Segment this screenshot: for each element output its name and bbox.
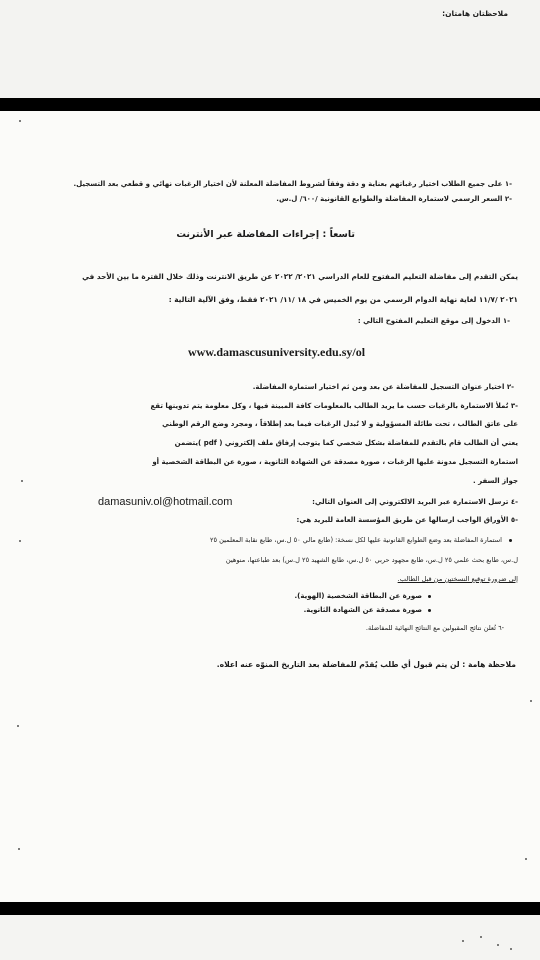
email-address[interactable]: damasuniv.ol@hotmail.com	[98, 496, 233, 508]
bullet-icon	[428, 609, 431, 612]
step-4	[312, 498, 518, 507]
step-5-bullet-1-line-2: ل.س، طابع بحث علمي ٢٥ ل.س، طابع مجهود حربي ٥٠ ل.س، طابع الشهيد ٢٥ ل.س) بعد طباعتها، منوهين	[225, 556, 518, 564]
final-note: ملاحظة هامة : لن يتم قبول أي طلب يُقدّم للمفاضلة بعد التاريخ المنوّه عنه اعلاه.	[216, 660, 516, 669]
top-black-bar	[0, 98, 540, 111]
step-5	[297, 516, 518, 525]
note-1	[22, 180, 512, 189]
scan-speck	[17, 725, 19, 727]
step-3-line-4: استمارة التسجيل مدونة عليها الرغبات ، صورة مصدقة عن الشهادة الثانوية ، صورة عن البطاقة الشخصية أو	[152, 458, 518, 466]
step-1	[358, 317, 510, 326]
scan-speck	[480, 936, 482, 938]
intro-line-1: يمكن التقدم إلى مفاضلة التعليم المفتوح للعام الدراسي ٢٠٢١/ ٢٠٢٢ عن طريق الانترنت وذلك خلال الفترة ما بين الأحد في	[82, 272, 518, 281]
step-2	[253, 383, 514, 392]
note-1-number: -١	[504, 180, 512, 188]
step-4-text: ترسل الاستمارة عبر البريد الالكتروني إلى العنوان التالي:	[312, 498, 509, 506]
note-2	[22, 195, 512, 204]
bullet-icon	[509, 539, 512, 542]
step-2-number: -٢	[506, 383, 514, 391]
step-5-bullet-1-line-1: استمارة المفاضلة بعد وضع الطوابع القانونية عليها لكل نسخة: (طابع مالي ٥٠ ل.س، طابع نقابة المعلمين ٢٥	[209, 536, 502, 544]
step-5-bullet-2: صورة عن البطاقة الشخصية (الهوية).	[294, 592, 422, 600]
scan-speck	[525, 858, 527, 860]
note-2-text: السعر الرسمي لاستمارة المفاضلة والطوابع القانونية /٦٠٠/ ل.س.	[276, 195, 503, 203]
step-3-line-5: جواز السفر .	[473, 477, 518, 485]
bottom-black-bar	[0, 902, 540, 915]
step-2-text: اختيار عنوان التسجيل للمفاضلة عن بعد ومن ثم اختيار استمارة المفاضلة.	[252, 383, 505, 391]
step-3-text-1: تُملأ الاستمارة بالرغبات حسب ما يريد الطالب بالمعلومات كافة المبينة فيها ، وكل معلومة يتم تدوينها تقع	[150, 402, 509, 410]
scan-speck	[462, 940, 464, 942]
scan-speck	[497, 944, 499, 946]
previous-page-note: ملاحظتان هامتان:	[442, 9, 508, 18]
step-6-text: تُعلن نتائج المقبولين مع النتائج النهائية للمفاضلة.	[365, 624, 496, 632]
step-6	[366, 624, 504, 633]
website-url[interactable]: www.damascusuniversity.edu.sy/ol	[188, 345, 366, 359]
scan-speck	[19, 120, 21, 122]
section-title: تاسعاً : إجراءات المفاضلة عبر الأنترنت	[176, 229, 355, 240]
step-5-bullet-1-line-3: إلى ضرورة توقيع النسختين من قبل الطالب.	[397, 575, 518, 583]
intro-line-2: ٢٠٢١ /١١/٧ لغاية نهاية الدوام الرسمي من يوم الخميس في ١٨ /١١/ ٢٠٢١ فقط، وفق الآلية التالية :	[168, 295, 518, 304]
scan-speck	[18, 848, 20, 850]
step-3-number: -٣	[510, 402, 518, 410]
step-5-bullet-3: صورة مصدقة عن الشهادة الثانوية.	[303, 606, 422, 614]
step-5-text: الأوراق الواجب ارسالها عن طريق المؤسسة العامة للبريد هي:	[296, 516, 509, 524]
step-3-line-2: على عاتق الطالب ، تحت طائلة المسؤولية و لا تُبدل الرغبات فيما بعد إطلاقاً ، ومجرد وضع الرقم الوطني	[162, 420, 518, 428]
note-2-number: -٢	[504, 195, 512, 203]
scan-speck	[19, 540, 21, 542]
step-1-text: الدخول إلى موقع التعليم المفتوح التالي :	[357, 317, 501, 325]
step-4-number: -٤	[510, 498, 518, 506]
step-3-line-1	[151, 402, 519, 411]
next-page-fragment	[0, 915, 540, 960]
scan-speck	[21, 480, 23, 482]
step-5-number: -٥	[510, 516, 518, 524]
scan-speck	[530, 700, 532, 702]
step-3-line-3: يعني أن الطالب قام بالتقدم للمفاضلة بشكل شخصي كما يتوجب إرفاق ملف إلكتروني ( pdf )يتضمن	[174, 439, 518, 447]
bullet-icon	[428, 595, 431, 598]
note-1-text: على جميع الطلاب اختيار رغباتهم بعناية و دقة وفقاً لشروط المفاضلة المعلنة لأن اختيار الرغبات نهائي و قطعي بعد التسجيل.	[73, 180, 503, 188]
step-6-number: -٦	[498, 624, 504, 632]
scan-speck	[510, 948, 512, 950]
step-1-number: -١	[502, 317, 510, 325]
